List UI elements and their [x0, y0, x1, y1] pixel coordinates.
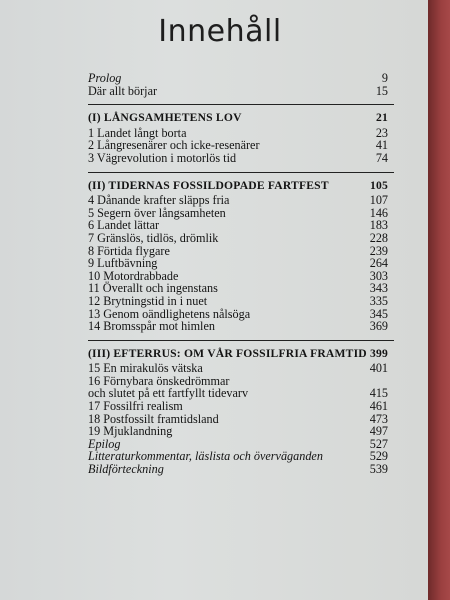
toc-part-header: [88, 112, 388, 125]
toc-entry-title: 9 Luftbävning: [88, 256, 158, 271]
toc-part-title: (III) EFTERRUS: OM VÅR FOSSILFRIA FRAMTID: [88, 346, 367, 360]
toc-entry-page: 41: [375, 138, 388, 153]
toc-entry-page: 497: [369, 424, 388, 439]
toc-entry: [88, 72, 388, 85]
toc-part-header: [88, 180, 388, 193]
toc-entry-title: och slutet på ett fartfyllt tidevarv: [88, 386, 249, 401]
toc-entry-page: 23: [375, 125, 388, 140]
toc-group-part-3: [88, 348, 388, 476]
toc-entry-page: 9: [381, 71, 388, 85]
toc-entry-page: 401: [369, 361, 388, 376]
toc-entry-page: 15: [375, 83, 388, 98]
toc-entry: [88, 85, 388, 98]
toc-entry-page: 74: [375, 150, 388, 165]
toc-part-page: 399: [370, 346, 388, 360]
toc-entry-page: 264: [369, 256, 388, 271]
page-title: Innehåll: [158, 14, 282, 49]
toc-part-title: (I) LÅNGSAMHETENS LOV: [88, 111, 242, 125]
toc-entry: [88, 194, 388, 207]
toc-entry-page: 529: [369, 449, 388, 464]
toc-entry-title: 17 Fossilfri realism: [88, 399, 183, 414]
toc-entry-title: 3 Vägrevolution i motorlös tid: [88, 150, 237, 165]
toc-part-title: (II) TIDERNAS FOSSILDOPADE FARTFEST: [88, 178, 329, 192]
toc-part-header: [88, 348, 388, 361]
toc-entry-title: 12 Brytningstid in i nuet: [88, 293, 208, 308]
toc-entry-title: 19 Mjuklandning: [88, 424, 173, 439]
toc-entry-title: 11 Överallt och ingenstans: [88, 281, 218, 296]
toc-group-part-2: [88, 180, 388, 333]
section-divider: [88, 172, 394, 173]
table-of-contents: [88, 72, 388, 476]
toc-entry-page: 335: [369, 293, 388, 308]
toc-entry-page: 228: [369, 230, 388, 245]
toc-entry-page: 107: [369, 193, 388, 208]
toc-entry-page: 415: [369, 386, 388, 401]
toc-entry-page: 239: [369, 243, 388, 258]
toc-entry-title: Bildförteckning: [88, 462, 164, 477]
toc-entry: [88, 295, 388, 308]
toc-entry-page: 473: [369, 411, 388, 426]
toc-entry-title: 4 Dånande krafter släpps fria: [88, 193, 230, 208]
toc-group-part-1: [88, 112, 388, 164]
book-cover-edge: [428, 0, 450, 600]
toc-entry: [88, 320, 388, 333]
toc-entry-title: 8 Förtida flygare: [88, 243, 170, 258]
toc-entry-title: 16 Förnybara önskedrömmar: [88, 373, 230, 388]
toc-entry-title: Där allt börjar: [88, 83, 158, 98]
toc-entry: [88, 463, 388, 476]
toc-entry-title: 14 Bromsspår mot himlen: [88, 319, 215, 334]
toc-entry-title: 1 Landet långt borta: [88, 125, 187, 140]
toc-entry-title: Prolog: [88, 71, 122, 85]
toc-entry-title: 6 Landet lättar: [88, 218, 160, 233]
toc-entry-page: 303: [369, 268, 388, 283]
toc-entry-title: 7 Gränslös, tidlös, drömlik: [88, 230, 219, 245]
toc-entry-page: 527: [369, 436, 388, 451]
toc-entry: [88, 152, 388, 165]
toc-entry-title: 18 Postfossilt framtidsland: [88, 411, 219, 426]
toc-part-page: 21: [376, 111, 388, 125]
toc-entry-title: Litteraturkommentar, läslista och överväganden: [88, 449, 323, 464]
toc-entry: [88, 362, 388, 375]
toc-entry-page: 369: [369, 319, 388, 334]
toc-entry-page: 343: [369, 281, 388, 296]
toc-entry: [88, 232, 388, 245]
toc-entry-title: 10 Motordrabbade: [88, 268, 179, 283]
toc-entry: [88, 425, 388, 438]
toc-entry: [88, 257, 388, 270]
toc-entry-title: 13 Genom oändlighetens nålsöga: [88, 306, 251, 321]
toc-entry-page: 146: [369, 205, 388, 220]
section-divider: [88, 104, 394, 105]
toc-entry-page: 183: [369, 218, 388, 233]
toc-entry: [88, 400, 388, 413]
section-divider: [88, 340, 394, 341]
toc-entry-page: 461: [369, 399, 388, 414]
toc-entry-page: 539: [369, 462, 388, 477]
toc-entry-title: 2 Långresenärer och icke-resenärer: [88, 138, 260, 153]
toc-entry-page: 345: [369, 306, 388, 321]
toc-entry-title: 5 Segern över långsamheten: [88, 205, 226, 220]
toc-part-page: 105: [370, 178, 388, 192]
toc-entry-title: Epilog: [88, 436, 121, 451]
toc-entry-title: 15 En mirakulös vätska: [88, 361, 203, 376]
toc-group-intro: [88, 72, 388, 97]
